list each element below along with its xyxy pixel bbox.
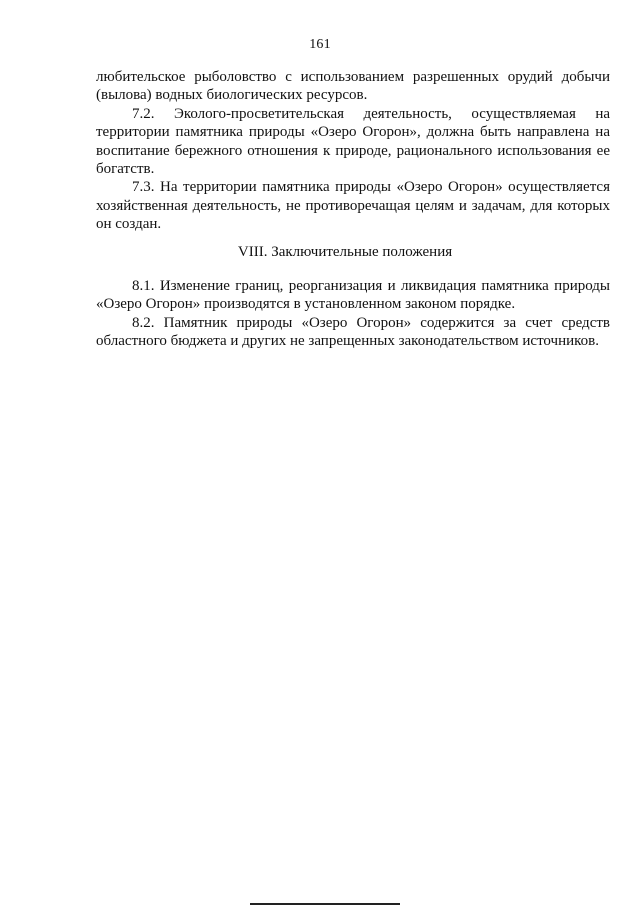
section-title: VIII. Заключительные положения [237,244,453,260]
paragraph-7-3: 7.3. На территории памятника природы «Озеро Огорон» осуществляется хозяйственная деятельность, не противоречащая целям и задачам, для которых он создан. [96,179,610,233]
paragraph-8-2: 8.2. Памятник природы «Озеро Огорон» содержится за счет средств областного бюджета и других не запрещенных законодательством источников. [96,314,610,350]
paragraph-7-2: 7.2. Эколого-просветительская деятельность, осуществляемая на территории памятника природы «Озеро Огорон», должна быть направлена на воспитание бережного отношения к природе, рационального использования ее богатств. [96,105,610,178]
paragraph-8-1: 8.1. Изменение границ, реорганизация и ликвидация памятника природы «Озеро Огорон» производятся в установленном законом порядке. [96,278,610,313]
paragraph-7-1-continuation: любительское рыболовство с использованием разрешенных орудий добычи (вылова) водных биологических ресурсов. [96,69,610,104]
text-block-section-7 [96,68,610,234]
text-block-section-8 [96,277,610,351]
page-number: 161 [309,37,331,52]
